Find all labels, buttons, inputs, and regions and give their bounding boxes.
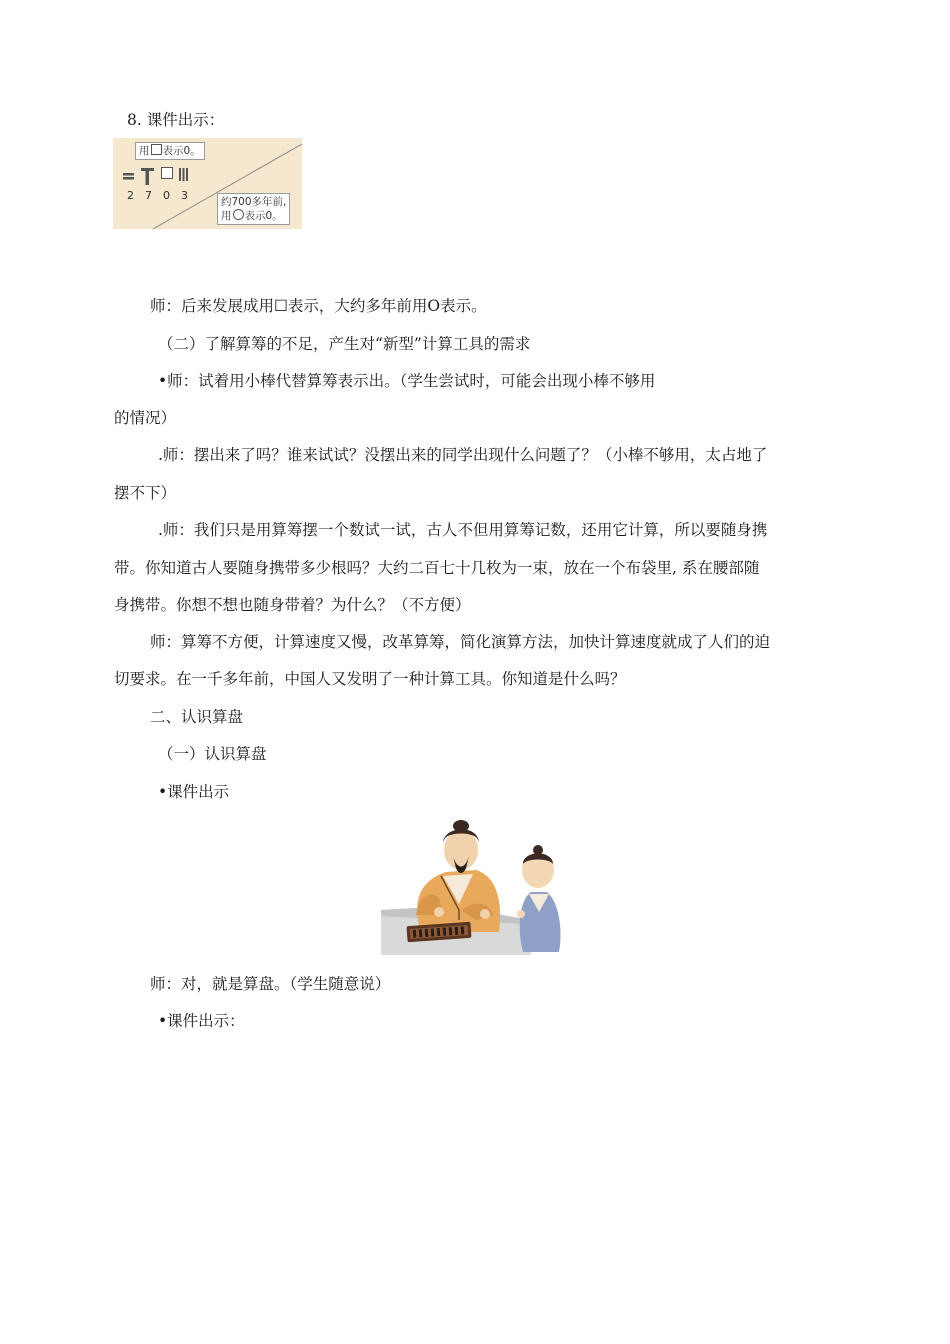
paragraph: 师：算筹不方便，计算速度又慢，改革算筹，简化演算方法，加快计算速度就成了人们的迫 (150, 633, 771, 651)
digits-row (127, 189, 199, 202)
circle-zero-icon (233, 209, 244, 220)
square-zero-icon (151, 144, 162, 155)
paragraph: .师：我们只是用算筹摆一个数试一试，古人不但用算筹记数，还用它计算，所以要随身携 (158, 521, 768, 539)
paragraph: 带。你知道古人要随身携带多少根吗？大约二百七十几枚为一束，放在一个布袋里, 系在腰部随 (114, 559, 760, 577)
paragraph: 切要求。在一千多年前，中国人又发明了一种计算工具。你知道是什么吗？ (114, 670, 626, 688)
scholar-and-child-image (381, 820, 565, 955)
subsection-heading: （一）认识算盘 (158, 745, 267, 763)
paragraph: 身携带。你想不想也随身带着？为什么？（不方便） (114, 596, 471, 614)
circle-zero-label: 约700多年前, 用 表示0。 (217, 193, 290, 225)
digit-7: 7 (145, 189, 152, 202)
paragraph: 摆不下） (114, 484, 177, 502)
square-zero-label: 用 表示0。 (135, 142, 205, 160)
paragraph: 的情况） (114, 409, 177, 427)
abacus-illustration (381, 820, 565, 955)
counting-rods-figure (113, 138, 302, 229)
section-heading: （二）了解算筹的不足，产生对“新型”计算工具的需求 (158, 335, 531, 353)
digit-0: 0 (163, 189, 170, 202)
digit-2: 2 (127, 189, 134, 202)
paragraph: .师：摆出来了吗？谁来试试？没摆出来的同学出现什么问题了？（小棒不够用，太占地了 (158, 446, 768, 464)
paragraph: •课件出示： (158, 1012, 245, 1030)
paragraph: 师：对，就是算盘。（学生随意说） (150, 975, 391, 993)
item-8-heading: 8. 课件出示： (127, 111, 225, 129)
paragraph: 师：后来发展成用☐表示，大约多年前用O表示。 (150, 297, 487, 315)
digit-3: 3 (181, 189, 188, 202)
section-heading: 二、认识算盘 (150, 708, 244, 726)
paragraph: •师：试着用小棒代替算筹表示出。（学生尝试时，可能会出现小棒不够用 (158, 372, 656, 390)
paragraph: •课件出示 (158, 783, 230, 801)
